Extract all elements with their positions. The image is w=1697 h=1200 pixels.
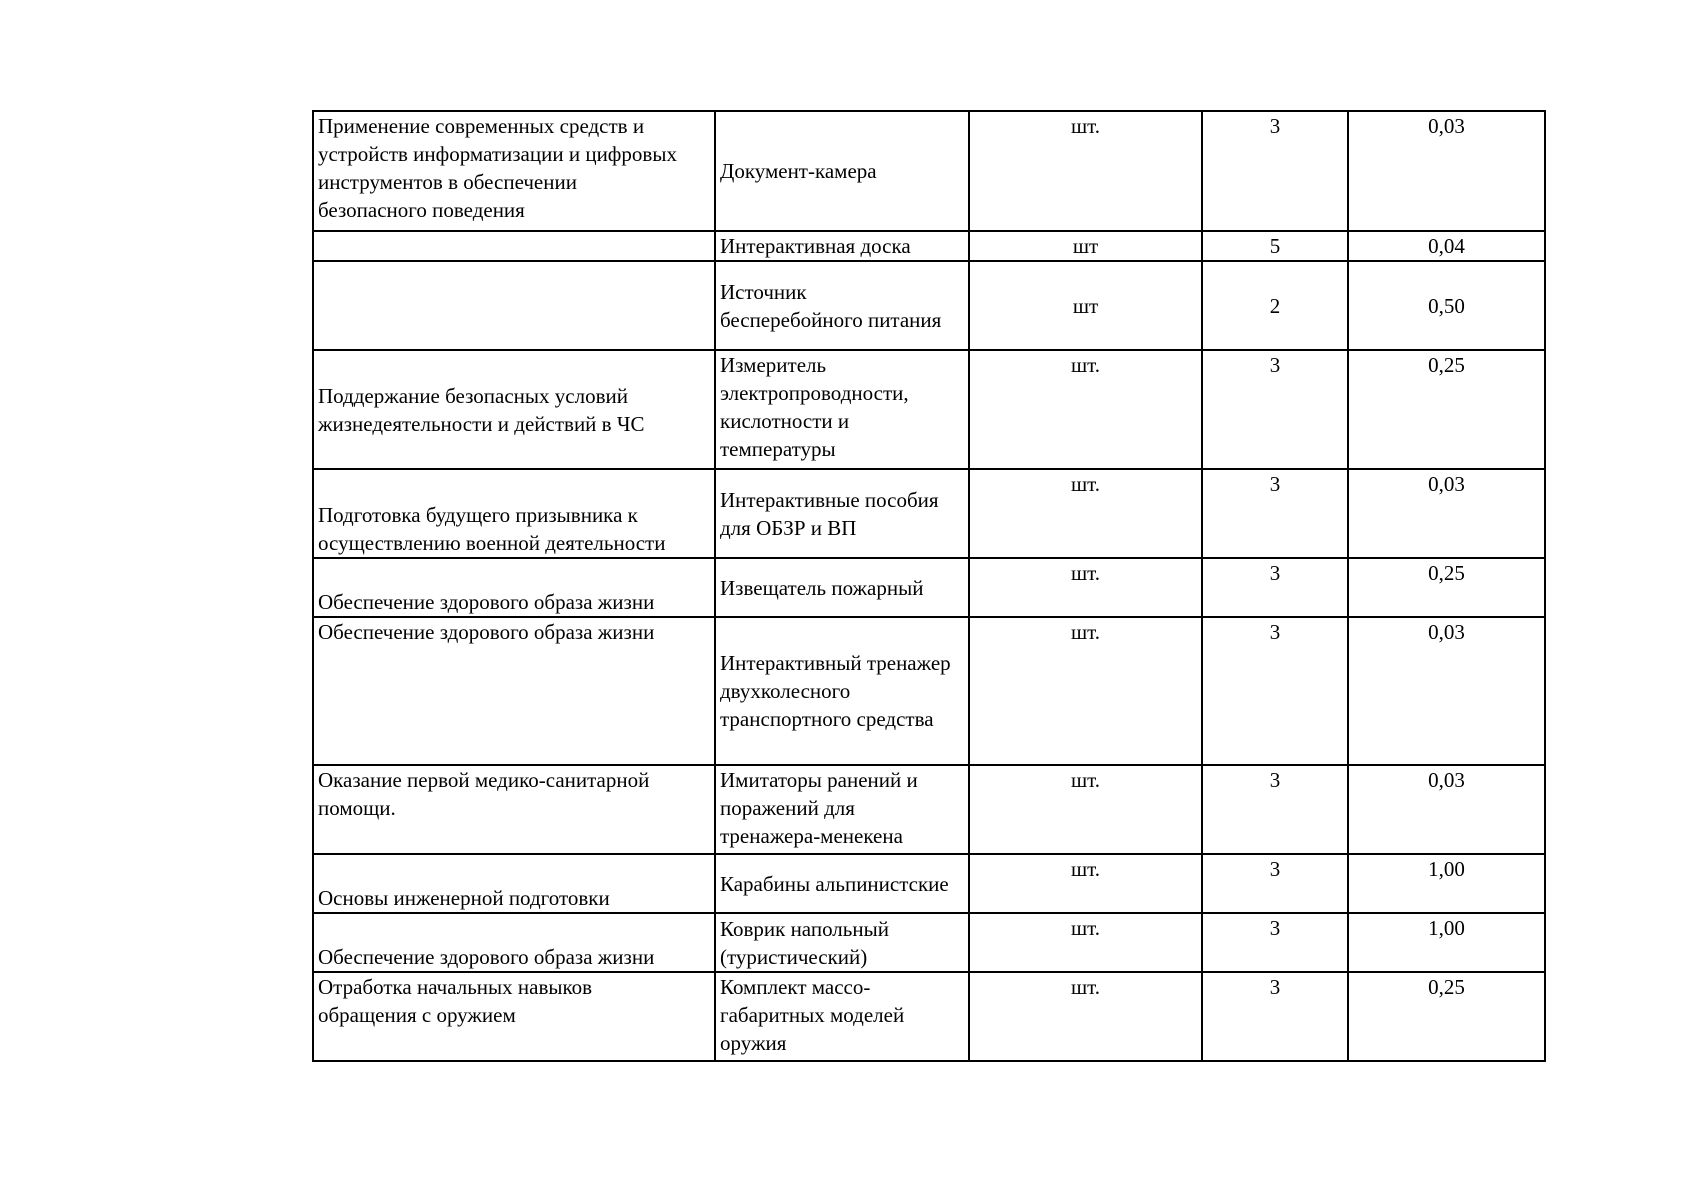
qty-cell: 3 bbox=[1202, 350, 1348, 469]
qty-cell: 3 bbox=[1202, 765, 1348, 854]
direction-cell: Обеспечение здорового образа жизни bbox=[313, 617, 715, 765]
item-cell: Измеритель электропроводности, кислотности и температуры bbox=[715, 350, 969, 469]
item-cell: Извещатель пожарный bbox=[715, 558, 969, 617]
norm-cell: 0,03 bbox=[1348, 469, 1545, 558]
norm-cell: 0,04 bbox=[1348, 231, 1545, 261]
unit-cell: шт bbox=[969, 231, 1202, 261]
unit-cell: шт. bbox=[969, 111, 1202, 231]
qty-cell: 3 bbox=[1202, 617, 1348, 765]
table-row bbox=[313, 261, 1545, 350]
norm-cell: 0,25 bbox=[1348, 350, 1545, 469]
unit-cell: шт. bbox=[969, 558, 1202, 617]
norm-cell: 0,03 bbox=[1348, 111, 1545, 231]
norm-cell: 0,50 bbox=[1348, 261, 1545, 350]
item-cell: Интерактивные пособия для ОБЗР и ВП bbox=[715, 469, 969, 558]
unit-cell: шт bbox=[969, 261, 1202, 350]
item-cell: Коврик напольный (туристический) bbox=[715, 913, 969, 972]
norm-cell: 0,25 bbox=[1348, 558, 1545, 617]
qty-cell: 2 bbox=[1202, 261, 1348, 350]
qty-cell: 5 bbox=[1202, 231, 1348, 261]
direction-cell bbox=[313, 231, 715, 261]
qty-cell: 3 bbox=[1202, 913, 1348, 972]
unit-cell: шт. bbox=[969, 469, 1202, 558]
item-cell: Карабины альпинистские bbox=[715, 854, 969, 913]
norm-cell: 0,03 bbox=[1348, 617, 1545, 765]
item-cell: Документ-камера bbox=[715, 111, 969, 231]
qty-cell: 3 bbox=[1202, 972, 1348, 1061]
table-row bbox=[313, 558, 1545, 617]
norm-cell: 0,25 bbox=[1348, 972, 1545, 1061]
qty-cell: 3 bbox=[1202, 558, 1348, 617]
item-cell: Интерактивный тренажер двухколесного транспортного средства bbox=[715, 617, 969, 765]
qty-cell: 3 bbox=[1202, 469, 1348, 558]
table-row bbox=[313, 972, 1545, 1061]
unit-cell: шт. bbox=[969, 913, 1202, 972]
direction-cell: Поддержание безопасных условий жизнедеятельности и действий в ЧС bbox=[313, 350, 715, 469]
item-cell: Источник бесперебойного питания bbox=[715, 261, 969, 350]
item-cell: Интерактивная доска bbox=[715, 231, 969, 261]
direction-cell bbox=[313, 261, 715, 350]
equipment-table bbox=[312, 110, 1546, 1062]
unit-cell: шт. bbox=[969, 765, 1202, 854]
direction-cell: Подготовка будущего призывника к осуществлению военной деятельности bbox=[313, 469, 715, 558]
direction-cell: Обеспечение здорового образа жизни bbox=[313, 558, 715, 617]
norm-cell: 0,03 bbox=[1348, 765, 1545, 854]
unit-cell: шт. bbox=[969, 617, 1202, 765]
item-cell: Имитаторы ранений и поражений для тренажера-менекена bbox=[715, 765, 969, 854]
direction-cell: Оказание первой медико-санитарной помощи. bbox=[313, 765, 715, 854]
table-row bbox=[313, 231, 1545, 261]
norm-cell: 1,00 bbox=[1348, 854, 1545, 913]
norm-cell: 1,00 bbox=[1348, 913, 1545, 972]
direction-cell: Применение современных средств и устройств информатизации и цифровых инструментов в обеспечении безопасного поведения bbox=[313, 111, 715, 231]
table-row bbox=[313, 765, 1545, 854]
table-row bbox=[313, 350, 1545, 469]
table-row bbox=[313, 854, 1545, 913]
table-row bbox=[313, 469, 1545, 558]
table-row bbox=[313, 913, 1545, 972]
unit-cell: шт. bbox=[969, 854, 1202, 913]
table-row bbox=[313, 111, 1545, 231]
table-row bbox=[313, 617, 1545, 765]
direction-cell: Обеспечение здорового образа жизни bbox=[313, 913, 715, 972]
qty-cell: 3 bbox=[1202, 854, 1348, 913]
direction-cell: Основы инженерной подготовки bbox=[313, 854, 715, 913]
direction-cell: Отработка начальных навыков обращения с оружием bbox=[313, 972, 715, 1061]
qty-cell: 3 bbox=[1202, 111, 1348, 231]
unit-cell: шт. bbox=[969, 350, 1202, 469]
unit-cell: шт. bbox=[969, 972, 1202, 1061]
item-cell: Комплект массо- габаритных моделей оружия bbox=[715, 972, 969, 1061]
